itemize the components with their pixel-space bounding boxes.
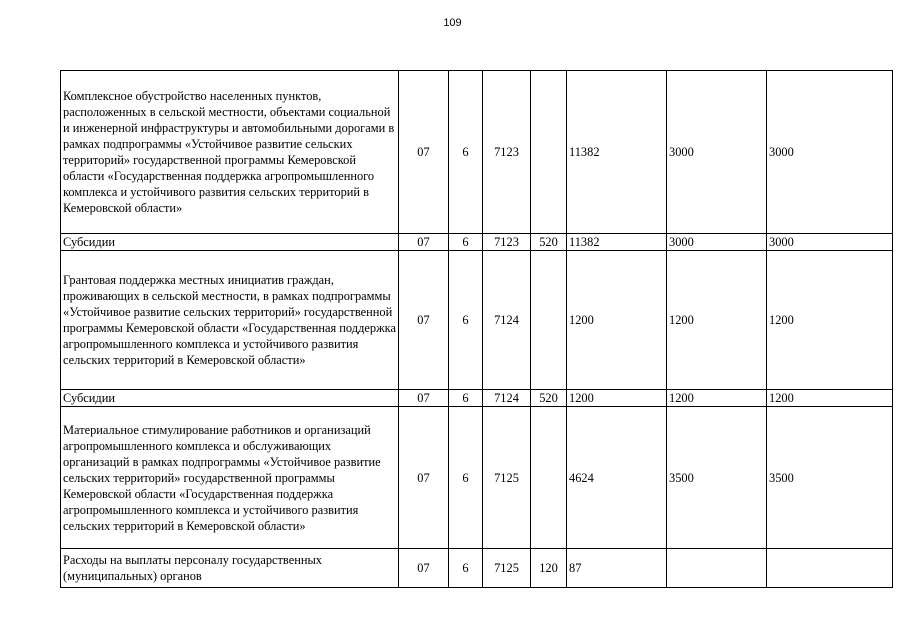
year1-cell: 1200 [567, 251, 667, 390]
target-cell: 7125 [483, 407, 531, 549]
table-row [61, 234, 893, 251]
year1-cell: 11382 [567, 234, 667, 251]
section-cell: 07 [399, 407, 449, 549]
section-cell: 07 [399, 71, 449, 234]
page-number: 109 [443, 17, 462, 29]
year3-cell: 1200 [767, 390, 893, 407]
year3-cell: 3000 [767, 71, 893, 234]
year1-cell: 87 [567, 549, 667, 588]
budget-table [60, 70, 893, 588]
target-cell: 7125 [483, 549, 531, 588]
row-name: Субсидии [61, 390, 399, 407]
year2-cell: 1200 [667, 251, 767, 390]
year2-cell: 3000 [667, 71, 767, 234]
year3-cell: 1200 [767, 251, 893, 390]
table-row [61, 549, 893, 588]
expense-type-cell [531, 71, 567, 234]
section-cell: 07 [399, 390, 449, 407]
expense-type-cell [531, 251, 567, 390]
year1-cell: 1200 [567, 390, 667, 407]
year3-cell [767, 549, 893, 588]
row-name: Материальное стимулирование работников и организаций агропромышленного комплекса и обслуживающих организаций в рамках подпрограммы «Устойчивое развитие сельских территорий» государственной программы Кемеровской области «Государственная поддержка агропромышленного комплекса и устойчивого развития сельских территорий в Кемеровской области» [61, 407, 399, 549]
expense-type-cell: 120 [531, 549, 567, 588]
year2-cell: 3000 [667, 234, 767, 251]
subsection-cell: 6 [449, 234, 483, 251]
expense-type-cell: 520 [531, 234, 567, 251]
row-name: Субсидии [61, 234, 399, 251]
target-cell: 7123 [483, 71, 531, 234]
table-row [61, 407, 893, 549]
year1-cell: 4624 [567, 407, 667, 549]
expense-type-cell [531, 407, 567, 549]
target-cell: 7124 [483, 251, 531, 390]
row-name: Комплексное обустройство населенных пунктов, расположенных в сельской местности, объектами социальной и инженерной инфраструктуры и автомобильными дорогами в рамках подпрограммы «Устойчивое развитие сельских территорий» государственной программы Кемеровской области «Государственная поддержка агропромышленного комплекса и устойчивого развития сельских территорий в Кемеровской области» [61, 71, 399, 234]
table-row [61, 251, 893, 390]
section-cell: 07 [399, 234, 449, 251]
target-cell: 7123 [483, 234, 531, 251]
expense-type-cell: 520 [531, 390, 567, 407]
row-name: Грантовая поддержка местных инициатив граждан, проживающих в сельской местности, в рамках подпрограммы «Устойчивое развитие сельских территорий» государственной программы Кемеровской области «Государственная поддержка агропромышленного комплекса и устойчивого развития сельских территорий в Кемеровской области» [61, 251, 399, 390]
table-row [61, 71, 893, 234]
section-cell: 07 [399, 251, 449, 390]
subsection-cell: 6 [449, 549, 483, 588]
year3-cell: 3500 [767, 407, 893, 549]
subsection-cell: 6 [449, 71, 483, 234]
year2-cell: 3500 [667, 407, 767, 549]
year2-cell: 1200 [667, 390, 767, 407]
subsection-cell: 6 [449, 407, 483, 549]
year2-cell [667, 549, 767, 588]
year1-cell: 11382 [567, 71, 667, 234]
section-cell: 07 [399, 549, 449, 588]
table-row [61, 390, 893, 407]
row-name: Расходы на выплаты персоналу государственных (муниципальных) органов [61, 549, 399, 588]
year3-cell: 3000 [767, 234, 893, 251]
target-cell: 7124 [483, 390, 531, 407]
subsection-cell: 6 [449, 251, 483, 390]
subsection-cell: 6 [449, 390, 483, 407]
